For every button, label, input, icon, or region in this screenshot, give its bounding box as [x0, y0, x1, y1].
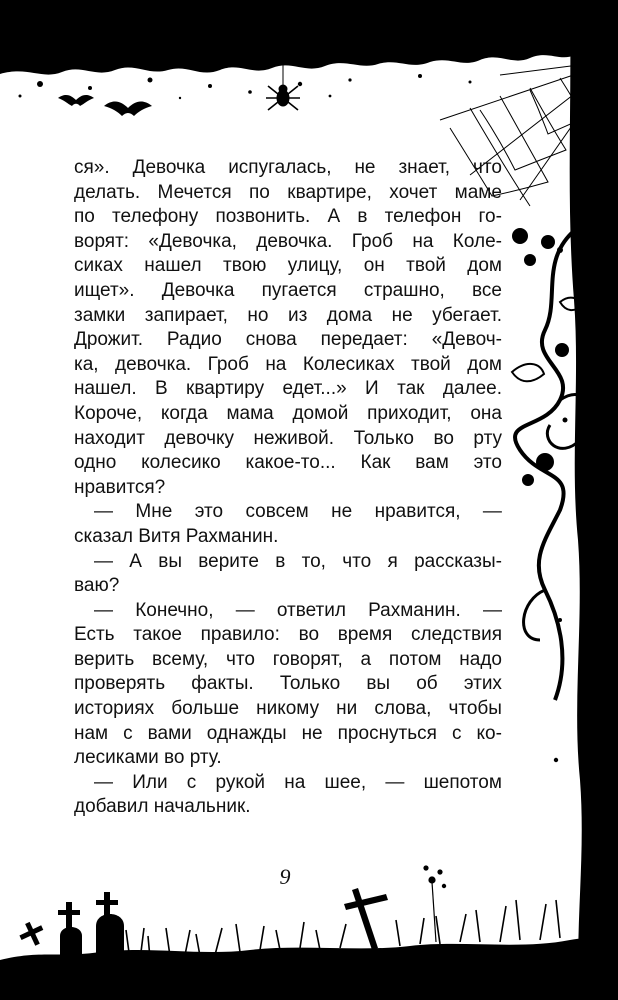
word: она [470, 402, 502, 424]
text-line: сказал Витя Рахманин. [74, 525, 279, 547]
text-line [74, 254, 502, 279]
word: такое [133, 624, 182, 646]
word: рукой [215, 771, 266, 793]
word: на [412, 230, 434, 252]
bat-icon [58, 95, 94, 106]
word: улицу, [287, 255, 343, 277]
word: Дрожит. [74, 329, 143, 351]
word: когда [160, 402, 208, 424]
word: — [482, 599, 502, 621]
text-line [74, 353, 502, 378]
text-line [74, 500, 502, 525]
word: находит [74, 427, 145, 449]
word: время [337, 624, 393, 646]
word: твой [406, 255, 446, 277]
word: не [354, 157, 376, 178]
word: «Девоч- [431, 329, 502, 351]
word: едет...» [282, 378, 347, 400]
word: ответил [276, 599, 346, 621]
word: девочка. [256, 230, 333, 252]
text-line [74, 304, 502, 329]
word: не [331, 501, 353, 523]
word: этих [463, 673, 502, 695]
word: дом [467, 353, 502, 375]
word: я [387, 550, 398, 572]
word: всему, [152, 648, 209, 670]
text-line [74, 599, 502, 624]
text-line [74, 279, 502, 304]
word: больше [171, 698, 240, 720]
word: но [247, 304, 269, 326]
word: верите [198, 550, 259, 572]
word: твою [223, 255, 267, 277]
word: рту [473, 427, 502, 449]
word: на [265, 353, 287, 375]
text-line [74, 722, 502, 747]
word: — [94, 771, 113, 793]
word: по [249, 181, 270, 203]
word: из [287, 304, 308, 326]
word: никому [256, 698, 320, 720]
word: А [327, 206, 341, 228]
word: все [472, 279, 502, 301]
word: какое-то... [245, 452, 336, 474]
word: надо [459, 648, 502, 670]
word: проверять [74, 673, 166, 695]
word: делать. [74, 181, 141, 203]
text-line [74, 328, 502, 353]
word: Только [279, 673, 341, 695]
bat-icon [104, 102, 152, 116]
text-line [74, 205, 502, 230]
word: что [225, 648, 255, 670]
word: не [301, 722, 323, 744]
word: совсем [245, 501, 309, 523]
text-line [74, 156, 502, 181]
text-line [74, 402, 502, 427]
word: ко- [476, 722, 502, 744]
word: И [365, 378, 379, 400]
word: во [433, 427, 454, 449]
word: шее, [324, 771, 367, 793]
word: в [357, 206, 368, 228]
word: убегает. [432, 304, 502, 326]
word: с [123, 722, 133, 744]
word: — [482, 501, 502, 523]
word: снова [245, 329, 297, 351]
word: верить [74, 648, 135, 670]
text-line [74, 771, 502, 796]
word: Или [132, 771, 168, 793]
word: это [473, 452, 502, 474]
word: квартире, [287, 181, 372, 203]
word: Рахманин. [368, 599, 461, 621]
word: следствия [410, 624, 502, 646]
word: говорят, [272, 648, 343, 670]
word: это [194, 501, 224, 523]
word: сиках [74, 255, 123, 277]
word: об [416, 673, 438, 695]
word: одно [74, 452, 117, 474]
word: Есть [74, 624, 115, 646]
text-line [74, 648, 502, 673]
word: ворят: [74, 230, 130, 252]
word: А [129, 550, 142, 572]
dandelion-icon [424, 866, 446, 942]
text-line [74, 451, 502, 476]
text-line [74, 427, 502, 452]
word: потом [388, 648, 442, 670]
word: с [451, 722, 462, 744]
word: Короче, [74, 402, 143, 424]
word: неживой. [253, 427, 335, 449]
word: Коле- [452, 230, 502, 252]
word: знает, [398, 157, 451, 178]
word: Гроб [207, 353, 249, 375]
word: Девочка [161, 279, 235, 301]
word: В [154, 378, 168, 400]
word: вы [158, 550, 182, 572]
word: — [235, 599, 255, 621]
word: вы [366, 673, 391, 695]
word: нравится, [374, 501, 461, 523]
text-line: лесиками во рту. [74, 747, 222, 769]
word: девочка. [115, 353, 192, 375]
word: Гроб [351, 230, 394, 252]
word: в [275, 550, 286, 572]
text-line [74, 230, 502, 255]
word: ся». [74, 157, 110, 178]
word: пугается [261, 279, 337, 301]
word: факты. [191, 673, 254, 695]
word: «Девочка, [148, 230, 237, 252]
top-ink-border [0, 0, 618, 99]
text-line: ваю? [74, 575, 120, 597]
text-line [74, 181, 502, 206]
word: испугалась, [228, 157, 332, 178]
bottom-ink-border [0, 936, 618, 1000]
word: ни [336, 698, 358, 720]
word: а [360, 648, 372, 670]
word: Как [360, 452, 391, 474]
word: слова, [374, 698, 432, 720]
word: телефону [112, 206, 199, 228]
word: не [391, 304, 413, 326]
word: телефон [384, 206, 462, 228]
word: на [284, 771, 306, 793]
word: домой [292, 402, 349, 424]
word: замки [74, 304, 126, 326]
word: шепотом [423, 771, 502, 793]
word: по [74, 206, 95, 228]
word: — [94, 501, 113, 523]
word: хочет [389, 181, 438, 203]
word: — [94, 550, 113, 572]
word: чтобы [448, 698, 502, 720]
word: вам [415, 452, 449, 474]
text-line [74, 623, 502, 648]
word: правило: [200, 624, 280, 646]
word: он [363, 255, 385, 277]
word: передает: [320, 329, 408, 351]
text-line [74, 672, 502, 697]
word: приходит, [367, 402, 452, 424]
word: однажды [206, 722, 287, 744]
word: запирает, [144, 304, 228, 326]
word: Только [353, 427, 414, 449]
word: страшно, [363, 279, 445, 301]
word: что [342, 550, 372, 572]
text-line: добавил начальник. [74, 796, 251, 818]
leaf-icon [512, 298, 582, 382]
word: дома [326, 304, 373, 326]
word: историях [74, 698, 155, 720]
text-line [74, 550, 502, 575]
word: — [94, 599, 113, 621]
word: позвонить. [215, 206, 311, 228]
word: дом [467, 255, 502, 277]
word: нашел [144, 255, 202, 277]
word: Девочка [132, 157, 206, 178]
word: рассказы- [414, 550, 502, 572]
word: го- [478, 206, 502, 228]
word: так [397, 378, 425, 400]
word: с [186, 771, 197, 793]
word: маме [454, 181, 502, 203]
word: ка, [74, 353, 99, 375]
word: то, [301, 550, 326, 572]
body-text [74, 156, 502, 820]
word: ищет». [74, 279, 135, 301]
word: во [298, 624, 320, 646]
word: что [472, 157, 502, 178]
page-number: 9 [279, 864, 291, 889]
word: Радио [166, 329, 222, 351]
word: нам [74, 722, 109, 744]
word: далее. [442, 378, 502, 400]
text-line [74, 697, 502, 722]
word: твой [411, 353, 451, 375]
text-line [74, 377, 502, 402]
word: вами [147, 722, 192, 744]
word: мама [226, 402, 274, 424]
word: колесико [141, 452, 221, 474]
word: Мечется [157, 181, 232, 203]
word: Конечно, [135, 599, 214, 621]
word: Мне [135, 501, 173, 523]
word: — [385, 771, 405, 793]
text-line: нравится? [74, 476, 166, 498]
word: проснуться [337, 722, 437, 744]
word: девочку [164, 427, 235, 449]
word: нашел. [74, 378, 137, 400]
word: квартиру [186, 378, 265, 400]
word: Колесиках [302, 353, 395, 375]
